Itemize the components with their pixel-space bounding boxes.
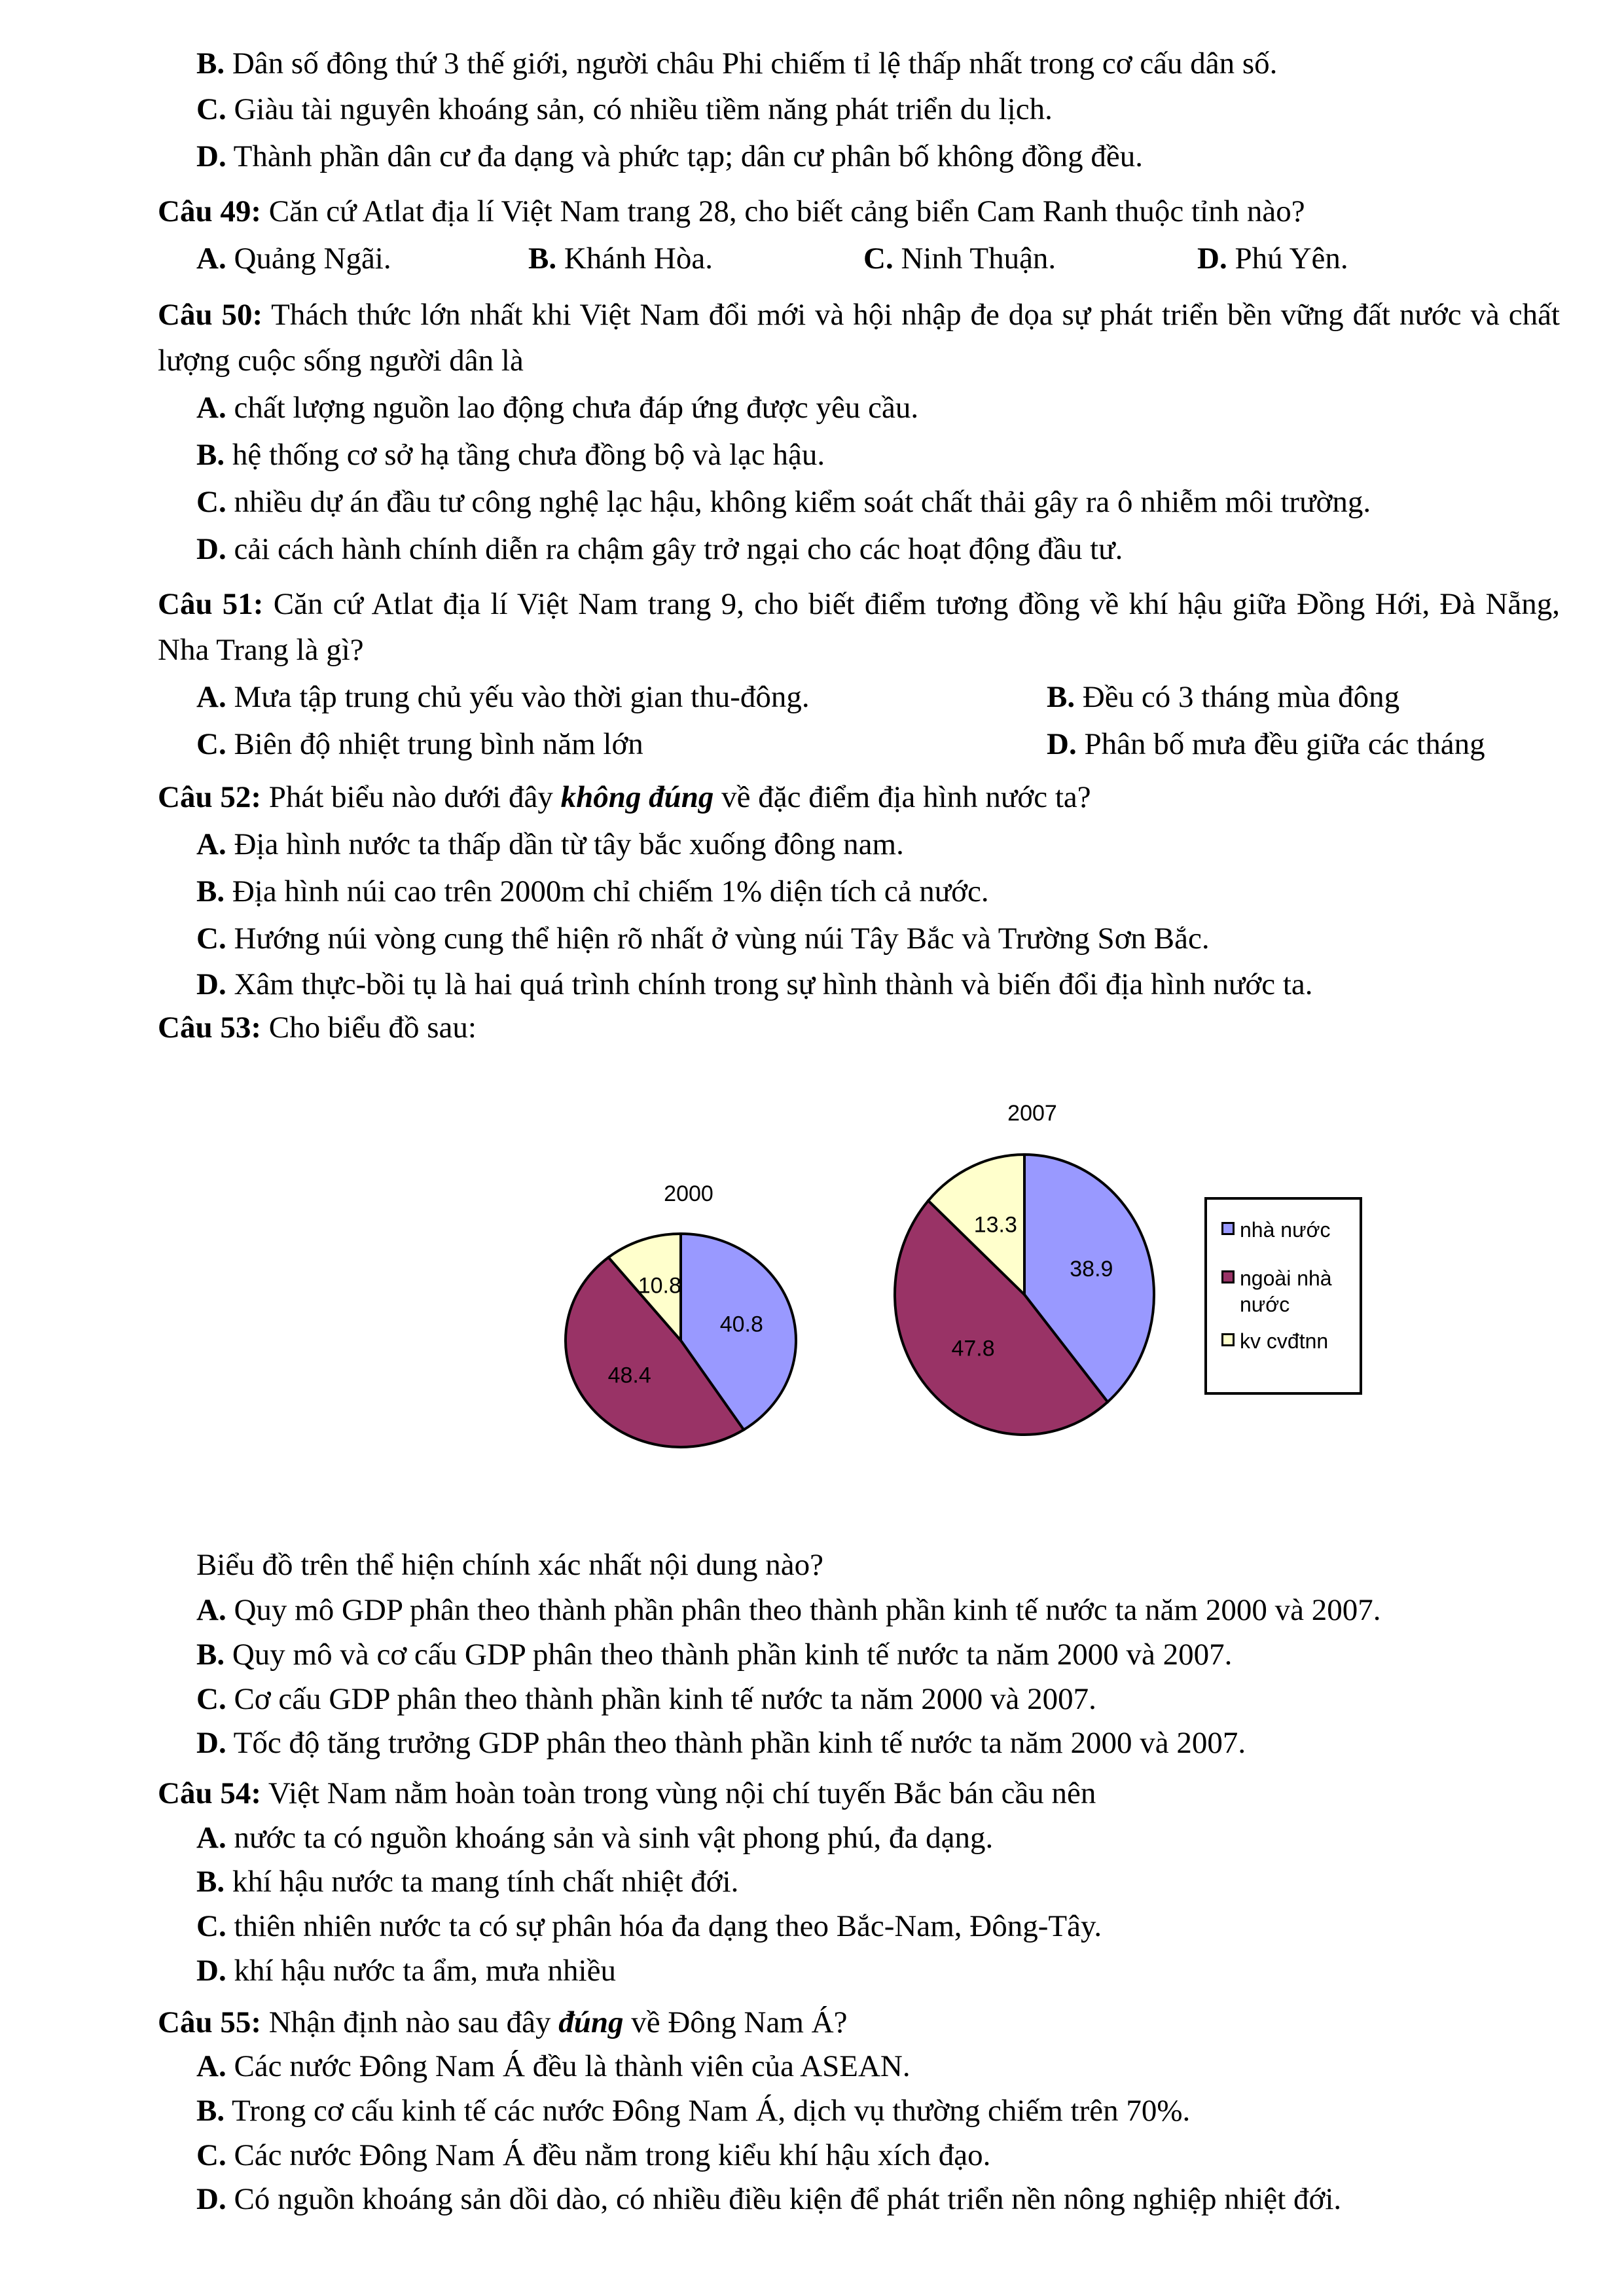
option-text: Quy mô GDP phân theo thành phần phân theo thành phần kinh tế nước ta năm 2000 và 2007.: [226, 1593, 1381, 1627]
option-key: A.: [196, 391, 226, 425]
legend-label: nhà nước: [1240, 1218, 1331, 1242]
q54-option-a: [196, 1818, 993, 1857]
option-key: C.: [196, 485, 226, 519]
option-text: Dân số đông thứ 3 thế giới, người châu Phi chiếm tỉ lệ thấp nhất trong cơ cấu dân số.: [225, 46, 1278, 81]
legend-swatch: [1221, 1270, 1235, 1283]
option-text: Các nước Đông Nam Á đều là thành viên của ASEAN.: [226, 2049, 911, 2083]
option-text: khí hậu nước ta mang tính chất nhiệt đới.: [225, 1865, 739, 1899]
pie-data-label: 10.8: [638, 1273, 681, 1299]
option-text: Mưa tập trung chủ yếu vào thời gian thu-đông.: [226, 680, 810, 714]
option-key: C.: [196, 1909, 226, 1943]
legend-label: kv cvđtnn: [1240, 1329, 1329, 1353]
pie-data-label: 40.8: [719, 1312, 763, 1337]
option-key: D.: [196, 967, 226, 1001]
pie-title-2000: 2000: [664, 1181, 713, 1206]
legend-swatch: [1221, 1333, 1235, 1346]
option-text: Địa hình núi cao trên 2000m chỉ chiếm 1% diện tích cả nước.: [225, 874, 989, 908]
question-label: Câu 51:: [158, 587, 264, 621]
pie-title-2007: 2007: [1007, 1101, 1057, 1126]
option-key: B.: [196, 46, 225, 81]
option-key: B.: [196, 438, 225, 472]
option-key: D.: [1047, 727, 1077, 761]
option-text: cải cách hành chính diễn ra chậm gây trở ngại cho các hoạt động đầu tư.: [226, 532, 1123, 566]
q55-option-d: [196, 2179, 1341, 2219]
option-key: A.: [196, 680, 226, 714]
q54-option-d: [196, 1951, 616, 1990]
q55-option-b: [196, 2091, 1190, 2130]
option-key: B.: [196, 1638, 225, 1672]
option-text: Tốc độ tăng trưởng GDP phân theo thành phần kinh tế nước ta năm 2000 và 2007.: [226, 1726, 1246, 1760]
option-text: Giàu tài nguyên khoáng sản, có nhiều tiềm năng phát triển du lịch.: [226, 92, 1053, 126]
legend-item: [1221, 1328, 1359, 1354]
question-text: Căn cứ Atlat địa lí Việt Nam trang 28, cho biết cảng biển Cam Ranh thuộc tỉnh nào?: [261, 194, 1305, 228]
option-text: nước ta có nguồn khoáng sản và sinh vật phong phú, đa dạng.: [226, 1821, 994, 1855]
option-key: D.: [1197, 242, 1227, 276]
pie-data-label: 38.9: [1070, 1256, 1113, 1282]
q54-option-c: [196, 1907, 1102, 1946]
option-key: A.: [196, 2049, 226, 2083]
question-text: Căn cứ Atlat địa lí Việt Nam trang 9, cho biết điểm tương đồng về khí hậu giữa Đồng Hới, Đà Nẵng, Nha Trang là gì?: [158, 587, 1561, 667]
question-label: Câu 55:: [158, 2005, 261, 2039]
option-text: Hướng núi vòng cung thể hiện rõ nhất ở vùng núi Tây Bắc và Trường Sơn Bắc.: [226, 922, 1210, 956]
option-key: C.: [196, 922, 226, 956]
question-text: Nhận định nào sau đây: [261, 2005, 559, 2039]
pie-data-label: 47.8: [951, 1336, 995, 1361]
q53-question: [196, 1545, 823, 1585]
chart-legend: [1204, 1197, 1362, 1395]
option-text: Cơ cấu GDP phân theo thành phần kinh tế nước ta năm 2000 và 2007.: [226, 1682, 1096, 1716]
question-label: Câu 54:: [158, 1776, 261, 1810]
pie-data-label: 13.3: [973, 1212, 1017, 1238]
pie-data-label: 48.4: [607, 1363, 651, 1388]
option-key: C.: [863, 242, 893, 276]
option-text: Phân bố mưa đều giữa các tháng: [1076, 727, 1485, 761]
option-key: D.: [196, 1954, 226, 1988]
option-text: Đều có 3 tháng mùa đông: [1075, 680, 1400, 714]
option-key: B.: [1047, 680, 1075, 714]
option-key: A.: [196, 242, 226, 276]
option-key: C.: [196, 92, 226, 126]
q54-stem: [158, 1774, 1096, 1813]
q55-option-a: [196, 2047, 911, 2086]
option-text: Xâm thực-bồi tụ là hai quá trình chính trong sự hình thành và biến đổi địa hình nước ta.: [226, 967, 1313, 1001]
option-text: chất lượng nguồn lao động chưa đáp ứng được yêu cầu.: [226, 391, 919, 425]
option-text: hệ thống cơ sở hạ tầng chưa đồng bộ và lạc hậu.: [225, 438, 825, 472]
option-key: D.: [196, 139, 226, 173]
option-text: nhiều dự án đầu tư công nghệ lạc hậu, không kiểm soát chất thải gây ra ô nhiễm môi trường.: [226, 485, 1371, 519]
option-text: thiên nhiên nước ta có sự phân hóa đa dạng theo Bắc-Nam, Đông-Tây.: [226, 1909, 1102, 1943]
question-text: Phát biểu nào dưới đây: [261, 780, 561, 814]
question-label: Câu 49:: [158, 194, 261, 228]
option-key: D.: [196, 1726, 226, 1760]
option-text: Biên độ nhiệt trung bình năm lớn: [226, 727, 643, 761]
q55-stem: [158, 2003, 847, 2042]
question-text: về Đông Nam Á?: [623, 2005, 848, 2039]
option-text: Thành phần dân cư đa dạng và phức tạp; dân cư phân bố không đồng đều.: [226, 139, 1144, 173]
q53-option-b: [196, 1635, 1232, 1674]
option-text: Các nước Đông Nam Á đều nằm trong kiểu khí hậu xích đạo.: [226, 2138, 991, 2172]
question-text: Cho biểu đồ sau:: [261, 1011, 477, 1045]
question-emphasis: đúng: [558, 2005, 624, 2039]
question-text: Biểu đồ trên thể hiện chính xác nhất nội dung nào?: [196, 1548, 824, 1582]
legend-item: [1221, 1265, 1359, 1318]
option-key: B.: [528, 242, 557, 276]
q54-option-b: [196, 1862, 738, 1901]
q53-option-d: [196, 1723, 1246, 1763]
option-key: B.: [196, 874, 225, 908]
option-text: Khánh Hòa.: [556, 242, 713, 276]
option-key: A.: [196, 1593, 226, 1627]
option-key: C.: [196, 727, 226, 761]
legend-label: ngoài nhà nước: [1240, 1266, 1332, 1316]
question-text: Thách thức lớn nhất khi Việt Nam đổi mới và hội nhập đe dọa sự phát triển bền vững đất nước và chất lượng cuộc sống người dân là: [158, 298, 1560, 378]
question-text: về đặc điểm địa hình nước ta?: [713, 780, 1091, 814]
option-text: Ninh Thuận.: [893, 242, 1056, 276]
legend-swatch: [1221, 1222, 1235, 1235]
question-text: Việt Nam nằm hoàn toàn trong vùng nội chí tuyến Bắc bán cầu nên: [261, 1776, 1096, 1810]
option-text: khí hậu nước ta ẩm, mưa nhiều: [226, 1954, 616, 1988]
question-label: Câu 50:: [158, 298, 263, 332]
option-text: Có nguồn khoáng sản dồi dào, có nhiều điều kiện để phát triển nền nông nghiệp nhiệt đới.: [226, 2182, 1342, 2216]
legend-item: [1221, 1217, 1359, 1243]
option-text: Trong cơ cấu kinh tế các nước Đông Nam Á, dịch vụ thường chiếm trên 70%.: [225, 2094, 1191, 2128]
option-key: A.: [196, 1821, 226, 1855]
option-text: Phú Yên.: [1227, 242, 1348, 276]
option-key: D.: [196, 532, 226, 566]
option-text: Địa hình nước ta thấp dần từ tây bắc xuống đông nam.: [226, 827, 904, 861]
option-key: D.: [196, 2182, 226, 2216]
question-label: Câu 52:: [158, 780, 261, 814]
option-key: C.: [196, 2138, 226, 2172]
q55-option-c: [196, 2136, 990, 2175]
q53-option-c: [196, 1679, 1096, 1719]
question-label: Câu 53:: [158, 1011, 261, 1045]
question-emphasis: không đúng: [560, 780, 714, 814]
q53-option-a: [196, 1590, 1380, 1630]
option-key: B.: [196, 2094, 225, 2128]
option-key: C.: [196, 1682, 226, 1716]
option-text: Quảng Ngãi.: [226, 242, 391, 276]
option-key: A.: [196, 827, 226, 861]
option-text: Quy mô và cơ cấu GDP phân theo thành phần kinh tế nước ta năm 2000 và 2007.: [225, 1638, 1233, 1672]
option-key: B.: [196, 1865, 225, 1899]
